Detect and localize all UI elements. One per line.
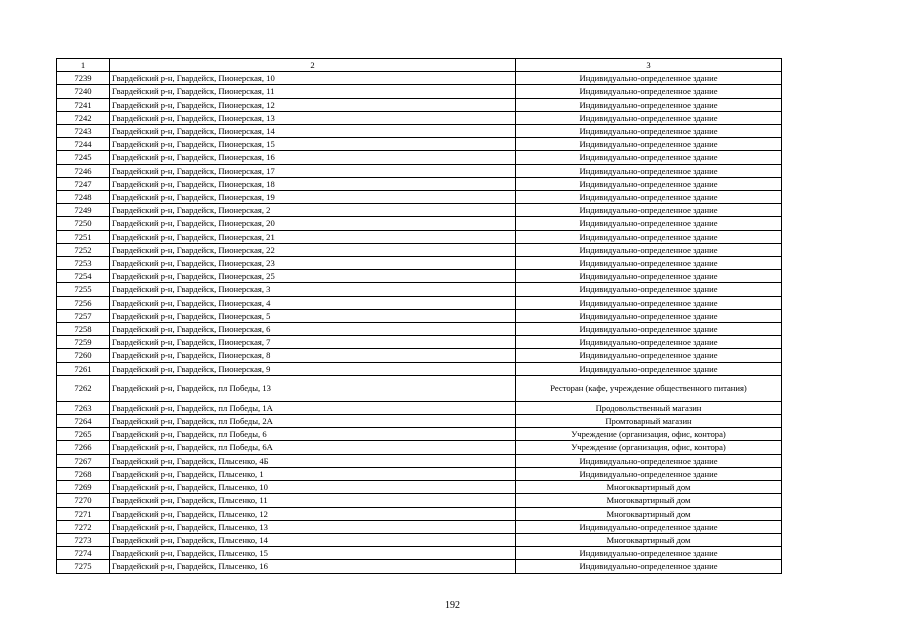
table-row [57, 283, 782, 296]
object-type-cell: Индивидуально-определенное здание [516, 164, 782, 177]
row-number-cell: 7262 [57, 375, 110, 401]
table-row [57, 177, 782, 190]
table-row [57, 270, 782, 283]
row-number-cell: 7239 [57, 72, 110, 85]
table-row [57, 520, 782, 533]
table-row [57, 230, 782, 243]
object-type-cell: Индивидуально-определенное здание [516, 309, 782, 322]
object-type-cell: Индивидуально-определенное здание [516, 230, 782, 243]
address-cell: Гвардейский р-н, Гвардейск, Пионерская, 16 [110, 151, 516, 164]
object-type-cell: Промтоварный магазин [516, 415, 782, 428]
object-type-cell: Индивидуально-определенное здание [516, 560, 782, 573]
table-row [57, 85, 782, 98]
table-row [57, 323, 782, 336]
row-number-cell: 7267 [57, 454, 110, 467]
header-row [57, 59, 782, 72]
header-cell-2: 2 [110, 59, 516, 72]
object-type-cell: Индивидуально-определенное здание [516, 323, 782, 336]
page-number: 192 [445, 600, 460, 611]
address-cell: Гвардейский р-н, Гвардейск, Пионерская, 23 [110, 257, 516, 270]
object-type-cell: Продовольственный магазин [516, 401, 782, 414]
row-number-cell: 7266 [57, 441, 110, 454]
object-type-cell: Индивидуально-определенное здание [516, 296, 782, 309]
address-cell: Гвардейский р-н, Гвардейск, Плысенко, 15 [110, 547, 516, 560]
address-cell: Гвардейский р-н, Гвардейск, Пионерская, 5 [110, 309, 516, 322]
address-cell: Гвардейский р-н, Гвардейск, Пионерская, 15 [110, 138, 516, 151]
row-number-cell: 7271 [57, 507, 110, 520]
object-type-cell: Индивидуально-определенное здание [516, 362, 782, 375]
object-type-cell: Учреждение (организация, офис, контора) [516, 428, 782, 441]
table-row [57, 481, 782, 494]
address-cell: Гвардейский р-н, Гвардейск, Пионерская, 17 [110, 164, 516, 177]
address-cell: Гвардейский р-н, Гвардейск, пл Победы, 2А [110, 415, 516, 428]
registry-table-body [57, 59, 782, 574]
table-row [57, 125, 782, 138]
object-type-cell: Индивидуально-определенное здание [516, 98, 782, 111]
row-number-cell: 7243 [57, 125, 110, 138]
table-row [57, 441, 782, 454]
table-row [57, 257, 782, 270]
row-number-cell: 7245 [57, 151, 110, 164]
table-row [57, 560, 782, 573]
address-cell: Гвардейский р-н, Гвардейск, Плысенко, 4Б [110, 454, 516, 467]
row-number-cell: 7264 [57, 415, 110, 428]
object-type-cell: Многоквартирный дом [516, 481, 782, 494]
row-number-cell: 7244 [57, 138, 110, 151]
object-type-cell: Многоквартирный дом [516, 494, 782, 507]
object-type-cell: Ресторан (кафе, учреждение общественного питания) [516, 375, 782, 401]
table-row [57, 428, 782, 441]
row-number-cell: 7269 [57, 481, 110, 494]
row-number-cell: 7260 [57, 349, 110, 362]
address-cell: Гвардейский р-н, Гвардейск, Пионерская, 19 [110, 191, 516, 204]
row-number-cell: 7252 [57, 243, 110, 256]
row-number-cell: 7268 [57, 467, 110, 480]
address-cell: Гвардейский р-н, Гвардейск, Пионерская, 7 [110, 336, 516, 349]
table-row [57, 72, 782, 85]
address-cell: Гвардейский р-н, Гвардейск, Пионерская, 21 [110, 230, 516, 243]
row-number-cell: 7242 [57, 111, 110, 124]
address-cell: Гвардейский р-н, Гвардейск, Пионерская, 3 [110, 283, 516, 296]
object-type-cell: Индивидуально-определенное здание [516, 257, 782, 270]
address-cell: Гвардейский р-н, Гвардейск, пл Победы, 6А [110, 441, 516, 454]
row-number-cell: 7255 [57, 283, 110, 296]
table-row [57, 494, 782, 507]
table-row [57, 191, 782, 204]
row-number-cell: 7275 [57, 560, 110, 573]
address-cell: Гвардейский р-н, Гвардейск, пл Победы, 1А [110, 401, 516, 414]
table-row [57, 151, 782, 164]
address-cell: Гвардейский р-н, Гвардейск, Плысенко, 11 [110, 494, 516, 507]
address-cell: Гвардейский р-н, Гвардейск, Пионерская, 13 [110, 111, 516, 124]
object-type-cell: Многоквартирный дом [516, 533, 782, 546]
address-cell: Гвардейский р-н, Гвардейск, Пионерская, 8 [110, 349, 516, 362]
table-row [57, 375, 782, 401]
object-type-cell: Индивидуально-определенное здание [516, 151, 782, 164]
row-number-cell: 7261 [57, 362, 110, 375]
address-cell: Гвардейский р-н, Гвардейск, Плысенко, 14 [110, 533, 516, 546]
table-row [57, 296, 782, 309]
address-cell: Гвардейский р-н, Гвардейск, Плысенко, 16 [110, 560, 516, 573]
table-row [57, 309, 782, 322]
object-type-cell: Учреждение (организация, офис, контора) [516, 441, 782, 454]
object-type-cell: Индивидуально-определенное здание [516, 72, 782, 85]
address-cell: Гвардейский р-н, Гвардейск, Пионерская, 10 [110, 72, 516, 85]
address-cell: Гвардейский р-н, Гвардейск, Пионерская, 4 [110, 296, 516, 309]
object-type-cell: Индивидуально-определенное здание [516, 85, 782, 98]
table-row [57, 204, 782, 217]
table-row [57, 507, 782, 520]
address-cell: Гвардейский р-н, Гвардейск, Плысенко, 12 [110, 507, 516, 520]
object-type-cell: Индивидуально-определенное здание [516, 283, 782, 296]
row-number-cell: 7270 [57, 494, 110, 507]
row-number-cell: 7247 [57, 177, 110, 190]
row-number-cell: 7274 [57, 547, 110, 560]
address-cell: Гвардейский р-н, Гвардейск, Пионерская, 6 [110, 323, 516, 336]
table-row [57, 98, 782, 111]
table-row [57, 362, 782, 375]
table-row [57, 164, 782, 177]
address-cell: Гвардейский р-н, Гвардейск, Пионерская, 25 [110, 270, 516, 283]
object-type-cell: Индивидуально-определенное здание [516, 138, 782, 151]
address-cell: Гвардейский р-н, Гвардейск, Пионерская, 9 [110, 362, 516, 375]
table-row [57, 243, 782, 256]
table-row [57, 454, 782, 467]
row-number-cell: 7240 [57, 85, 110, 98]
table-row [57, 336, 782, 349]
address-cell: Гвардейский р-н, Гвардейск, Пионерская, 14 [110, 125, 516, 138]
object-type-cell: Индивидуально-определенное здание [516, 349, 782, 362]
object-type-cell: Индивидуально-определенное здание [516, 520, 782, 533]
object-type-cell: Индивидуально-определенное здание [516, 243, 782, 256]
table-row [57, 547, 782, 560]
address-cell: Гвардейский р-н, Гвардейск, пл Победы, 6 [110, 428, 516, 441]
row-number-cell: 7259 [57, 336, 110, 349]
address-cell: Гвардейский р-н, Гвардейск, Пионерская, 20 [110, 217, 516, 230]
row-number-cell: 7246 [57, 164, 110, 177]
address-cell: Гвардейский р-н, Гвардейск, Плысенко, 13 [110, 520, 516, 533]
table-row [57, 401, 782, 414]
address-cell: Гвардейский р-н, Гвардейск, Пионерская, 2 [110, 204, 516, 217]
address-cell: Гвардейский р-н, Гвардейск, Пионерская, 18 [110, 177, 516, 190]
row-number-cell: 7263 [57, 401, 110, 414]
object-type-cell: Индивидуально-определенное здание [516, 336, 782, 349]
row-number-cell: 7241 [57, 98, 110, 111]
object-type-cell: Индивидуально-определенное здание [516, 125, 782, 138]
object-type-cell: Многоквартирный дом [516, 507, 782, 520]
object-type-cell: Индивидуально-определенное здание [516, 270, 782, 283]
object-type-cell: Индивидуально-определенное здание [516, 191, 782, 204]
address-cell: Гвардейский р-н, Гвардейск, Плысенко, 10 [110, 481, 516, 494]
header-cell-3: 3 [516, 59, 782, 72]
registry-table [56, 58, 782, 574]
table-row [57, 111, 782, 124]
object-type-cell: Индивидуально-определенное здание [516, 111, 782, 124]
row-number-cell: 7249 [57, 204, 110, 217]
row-number-cell: 7250 [57, 217, 110, 230]
object-type-cell: Индивидуально-определенное здание [516, 204, 782, 217]
row-number-cell: 7273 [57, 533, 110, 546]
row-number-cell: 7248 [57, 191, 110, 204]
row-number-cell: 7256 [57, 296, 110, 309]
object-type-cell: Индивидуально-определенное здание [516, 467, 782, 480]
table-row [57, 217, 782, 230]
row-number-cell: 7272 [57, 520, 110, 533]
address-cell: Гвардейский р-н, Гвардейск, Плысенко, 1 [110, 467, 516, 480]
row-number-cell: 7265 [57, 428, 110, 441]
object-type-cell: Индивидуально-определенное здание [516, 217, 782, 230]
address-cell: Гвардейский р-н, Гвардейск, Пионерская, 11 [110, 85, 516, 98]
row-number-cell: 7253 [57, 257, 110, 270]
address-cell: Гвардейский р-н, Гвардейск, Пионерская, 22 [110, 243, 516, 256]
object-type-cell: Индивидуально-определенное здание [516, 177, 782, 190]
row-number-cell: 7258 [57, 323, 110, 336]
row-number-cell: 7254 [57, 270, 110, 283]
address-cell: Гвардейский р-н, Гвардейск, пл Победы, 13 [110, 375, 516, 401]
row-number-cell: 7257 [57, 309, 110, 322]
object-type-cell: Индивидуально-определенное здание [516, 454, 782, 467]
header-cell-1: 1 [57, 59, 110, 72]
object-type-cell: Индивидуально-определенное здание [516, 547, 782, 560]
table-row [57, 467, 782, 480]
row-number-cell: 7251 [57, 230, 110, 243]
table-row [57, 138, 782, 151]
address-cell: Гвардейский р-н, Гвардейск, Пионерская, 12 [110, 98, 516, 111]
table-row [57, 415, 782, 428]
table-row [57, 349, 782, 362]
table-row [57, 533, 782, 546]
